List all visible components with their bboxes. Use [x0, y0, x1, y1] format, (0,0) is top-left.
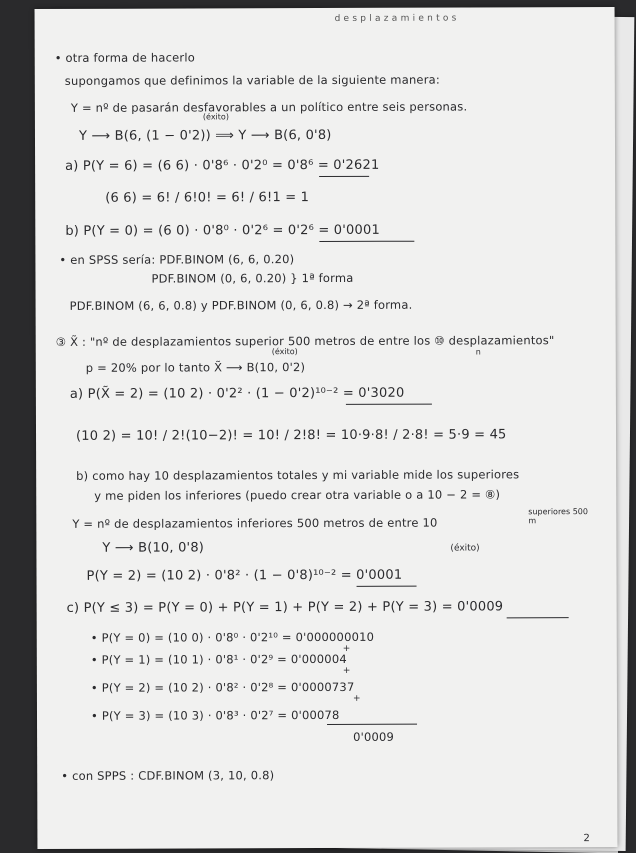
line-27: • con SPPS : CDF.BINOM (3, 10, 0.8) — [61, 768, 275, 783]
line-11: ③ X̃ : "nº de desplazamientos superior 500 metros de entre los ⑩ desplazamientos" — [55, 333, 555, 349]
line-02: supongamos que definimos la variable de la siguiente manera: — [64, 72, 440, 88]
plus-3: + — [352, 693, 361, 704]
underline-result-3b — [357, 586, 417, 587]
line-04: Y ⟶ B(6, (1 − 0'2)) ⟹ Y ⟶ B(6, 0'8) — [78, 127, 332, 144]
line-22: • P(Y = 0) = (10 0) · 0'8⁰ · 0'2¹⁰ = 0'000000010 — [90, 629, 375, 645]
note-exito-2: (éxito) — [271, 347, 298, 357]
line-03: Y = nº de pasarán desfavorables a un político entre seis personas. — [70, 99, 468, 115]
line-15: b) como hay 10 desplazamientos totales y mi variable mide los superiores — [76, 467, 520, 483]
plus-2: + — [342, 665, 351, 676]
line-18: Y ⟶ B(10, 0'8) — [102, 540, 205, 556]
line-12: p = 20% por lo tanto X̃ ⟶ B(10, 0'2) — [85, 360, 306, 375]
line-13: a) P(X̃ = 2) = (10 2) · 0'2² · (1 − 0'2)¹⁰⁻² = 0'3020 — [69, 385, 405, 402]
sum-rule — [327, 724, 417, 725]
line-26: 0'0009 — [353, 729, 395, 744]
line-17: Y = nº de desplazamientos inferiores 500 metros de entre 10 — [72, 515, 438, 531]
underline-result-3c — [507, 617, 569, 618]
underline-result-b — [319, 241, 414, 242]
note-exito-1: (éxito) — [202, 112, 229, 122]
line-01: • otra forma de hacerlo — [54, 50, 195, 65]
plus-1: + — [342, 643, 351, 654]
header-fragment: d e s p l a z a m i e n t o s — [334, 13, 457, 24]
line-16: y me piden los inferiores (puedo crear otra variable o a 10 − 2 = ⑧) — [94, 487, 501, 503]
line-14: (10 2) = 10! / 2!(10−2)! = 10! / 2!8! = 10·9·8! / 2·8! = 5·9 = 45 — [76, 427, 507, 444]
line-06: (6 6) = 6! / 6!0! = 6! / 6!1 = 1 — [105, 190, 310, 206]
underline-result-3a — [346, 404, 432, 405]
page-number: 2 — [583, 833, 590, 845]
note-exito-3: (éxito) — [450, 543, 480, 554]
line-05: a) P(Y = 6) = (6 6) · 0'8⁶ · 0'2⁰ = 0'8⁶ = 0'2621 — [65, 157, 380, 174]
note-superiores: superiores 500 m — [528, 507, 588, 526]
line-07: b) P(Y = 0) = (6 0) · 0'8⁰ · 0'2⁶ = 0'2⁶ = 0'0001 — [65, 222, 380, 239]
line-09: PDF.BINOM (0, 6, 0.20) } 1ª forma — [151, 270, 354, 286]
line-10: PDF.BINOM (6, 6, 0.8) y PDF.BINOM (0, 6, 0.8) → 2ª forma. — [69, 297, 413, 313]
line-08: • en SPSS sería: PDF.BINOM (6, 6, 0.20) — [59, 252, 295, 267]
line-20: P(Y = 2) = (10 2) · 0'8² · (1 − 0'8)¹⁰⁻² = 0'0001 — [86, 567, 403, 584]
notebook-page — [35, 7, 618, 849]
line-25: • P(Y = 3) = (10 3) · 0'8³ · 0'2⁷ = 0'00078 — [90, 707, 340, 723]
line-24: • P(Y = 2) = (10 2) · 0'8² · 0'2⁸ = 0'0000737 — [90, 679, 355, 695]
note-n: n — [475, 347, 481, 357]
line-23: • P(Y = 1) = (10 1) · 0'8¹ · 0'2⁹ = 0'000004 — [90, 651, 347, 667]
underline-result-a — [319, 176, 369, 177]
line-21: c) P(Y ≤ 3) = P(Y = 0) + P(Y = 1) + P(Y = 2) + P(Y = 3) = 0'0009 — [66, 599, 504, 616]
